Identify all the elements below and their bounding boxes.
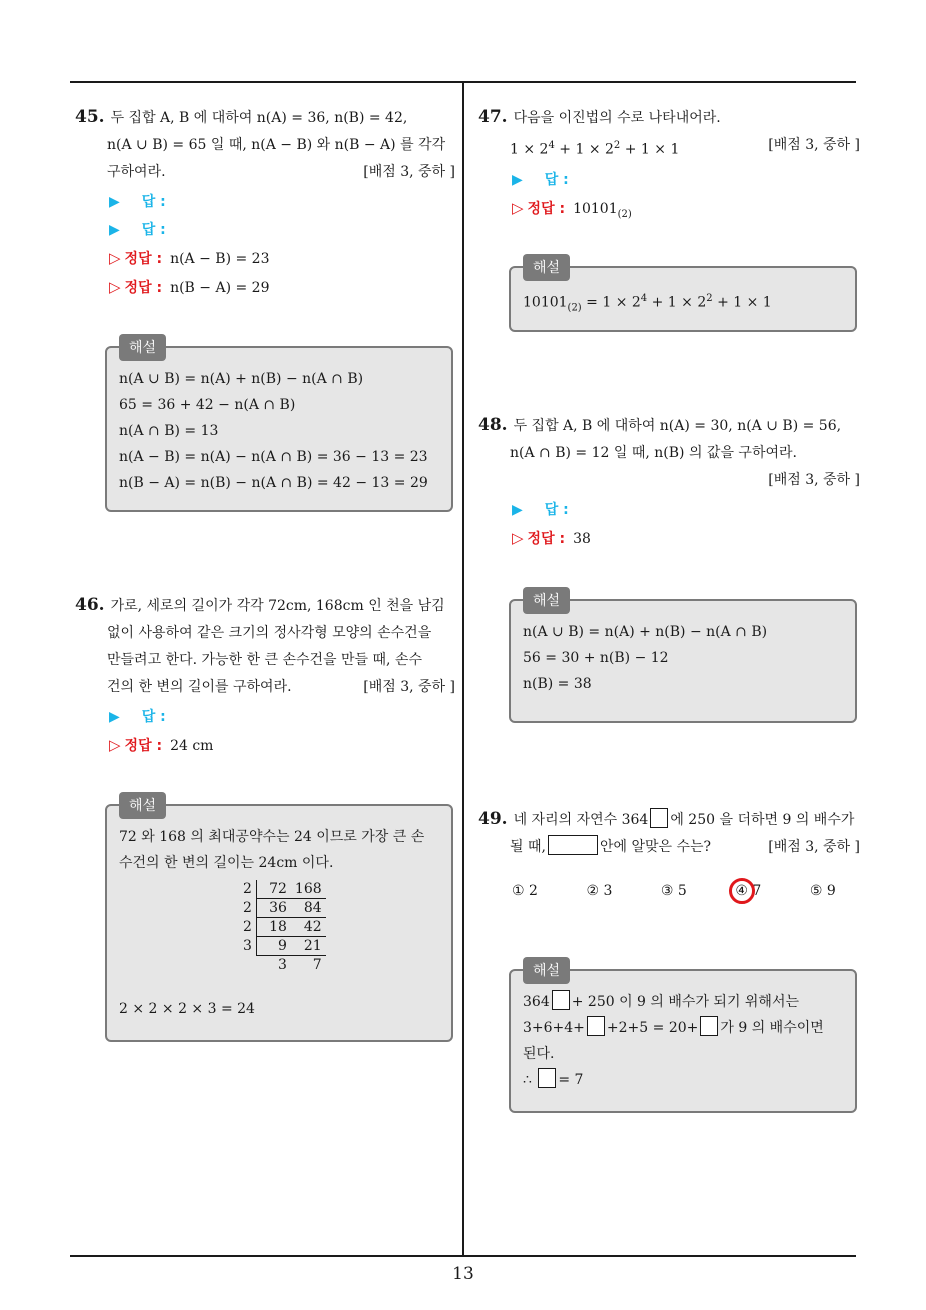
divisor: 2 — [239, 918, 256, 937]
solution-line: n(A − B) = n(A) − n(A ∩ B) = 36 − 13 = 23 — [119, 449, 428, 465]
quotient-cell: 7 — [312, 957, 322, 973]
solution-line: 56 = 30 + n(B) − 12 — [523, 650, 669, 666]
solution-box-47 — [509, 260, 857, 332]
blue-triangle-icon: ▶ — [512, 502, 523, 518]
problem-number: 49. — [478, 809, 508, 829]
solution-line: 된다. — [523, 1046, 555, 1062]
answer-row[interactable] — [478, 166, 860, 194]
problem-text: n(A ∪ B) = 65 일 때, n(A − B) 와 n(B − A) 를 각각 — [107, 137, 446, 153]
base-subscript: (2) — [617, 208, 632, 220]
correct-answer: n(B − A) = 29 — [170, 280, 270, 296]
blue-triangle-icon: ▶ — [512, 171, 523, 188]
correct-label: 정답 : — [124, 280, 163, 296]
problem-text: 두 집합 A, B 에 대하여 n(A) = 30, n(A ∪ B) = 56, — [513, 418, 842, 434]
problem-text: 다음을 이진법의 수로 나타내어라. — [513, 110, 721, 126]
choice-label: ④ 7 — [735, 883, 762, 899]
solution-line — [523, 989, 843, 1015]
problem-48 — [478, 412, 860, 553]
column-divider — [462, 82, 464, 1256]
solution-line — [523, 286, 843, 321]
correct-answer-row — [478, 194, 860, 229]
choice-3[interactable]: ③ 5 — [660, 883, 687, 899]
solution-text: 가 9 의 배수이면 — [720, 1020, 824, 1036]
correct-label: 정답 : — [124, 738, 163, 754]
answer-label: 답 : — [544, 171, 569, 188]
blue-triangle-icon: ▶ — [109, 222, 120, 238]
answer-label: 답 : — [544, 502, 569, 518]
problem-text: 구하여라. — [107, 164, 166, 180]
answer-row[interactable] — [478, 496, 860, 524]
expr-text: + 1 × 2 — [554, 141, 614, 158]
solution-line: n(B) = 38 — [523, 676, 592, 692]
bottom-rule — [70, 1255, 856, 1257]
red-outline-triangle-icon: ▷ — [109, 278, 121, 296]
expr-text: + 1 × 2 — [647, 294, 707, 311]
solution-text: +2+5 = 20+ — [606, 1020, 699, 1036]
problem-47 — [478, 104, 860, 228]
solution-tab: 해설 — [119, 334, 166, 361]
expr-text: = 1 × 2 — [581, 294, 641, 311]
problem-text: 없이 사용하여 같은 크기의 정사각형 모양의 손수건을 — [107, 625, 432, 641]
quotient-cell: 72 — [256, 880, 291, 899]
correct-label: 정답 : — [527, 531, 566, 547]
problem-text: 만들려고 한다. 가능한 한 큰 손수건을 만들 때, 손수 — [107, 652, 422, 668]
expr-text: 1 × 2 — [510, 141, 549, 158]
solution-box-45 — [105, 340, 453, 512]
solution-line: 72 와 168 의 최대공약수는 24 이므로 가장 큰 손 — [119, 829, 425, 845]
red-outline-triangle-icon: ▷ — [512, 198, 524, 217]
score-meta: [배점 3, 중하 ] — [768, 472, 860, 488]
correct-answer: 24 cm — [170, 738, 214, 754]
expr-text: 10101 — [523, 294, 568, 311]
quotient-cell: 21 — [291, 937, 326, 956]
problem-46 — [75, 592, 455, 760]
blue-triangle-icon: ▶ — [109, 194, 120, 210]
solution-text: 364 — [523, 994, 550, 1010]
blank-box-wide — [548, 835, 598, 855]
score-meta: [배점 3, 중하 ] — [768, 839, 860, 855]
problem-45 — [75, 104, 455, 302]
solution-line: 수건의 한 변의 길이는 24cm 이다. — [119, 855, 334, 871]
base-subscript: (2) — [567, 302, 582, 314]
choice-1[interactable]: ① 2 — [512, 883, 538, 899]
solution-line: n(A ∪ B) = n(A) + n(B) − n(A ∩ B) — [119, 371, 364, 387]
divisor — [239, 956, 256, 975]
problem-text: 에 250 을 더하면 9 의 배수가 — [670, 812, 855, 828]
solution-tab: 해설 — [523, 254, 570, 281]
solution-line: n(B − A) = n(B) − n(A ∩ B) = 42 − 13 = 29 — [119, 475, 428, 491]
quotient-cell: 84 — [291, 899, 326, 918]
solution-line — [523, 1067, 843, 1093]
exponent: 4 — [548, 140, 555, 151]
choice-5[interactable]: ⑤ 9 — [809, 883, 836, 899]
problem-text: 네 자리의 자연수 364 — [513, 812, 649, 828]
blue-triangle-icon: ▶ — [109, 709, 120, 725]
exponent: 2 — [706, 293, 713, 304]
divisor: 2 — [239, 899, 256, 918]
problem-text: n(A ∩ B) = 12 일 때, n(B) 의 값을 구하여라. — [510, 445, 797, 461]
correct-answer: 38 — [573, 531, 591, 547]
exponent: 4 — [640, 293, 648, 304]
solution-text: + 250 이 9 의 배수가 되기 위해서는 — [571, 994, 800, 1010]
correct-answer-row — [75, 273, 455, 302]
blank-box — [700, 1016, 718, 1036]
choice-list — [478, 877, 860, 905]
exponent: 2 — [613, 140, 621, 151]
red-outline-triangle-icon: ▷ — [512, 529, 524, 547]
quotient-cell: 3 — [278, 957, 287, 973]
expr-text: + 1 × 1 — [712, 294, 772, 311]
problem-text: 건의 한 변의 길이를 구하여라. — [107, 679, 292, 695]
answer-label: 답 : — [141, 222, 166, 238]
answer-row[interactable] — [75, 188, 455, 216]
correct-answer: 10101 — [573, 200, 618, 217]
correct-answer-row — [75, 731, 455, 760]
solution-tab: 해설 — [523, 957, 570, 984]
score-meta: [배점 3, 중하 ] — [363, 679, 455, 695]
solution-box-48 — [509, 593, 857, 723]
solution-line: 2 × 2 × 2 × 3 = 24 — [119, 1001, 255, 1017]
blank-box — [552, 990, 570, 1010]
correct-label: 정답 : — [124, 251, 163, 267]
solution-tab: 해설 — [119, 792, 166, 819]
score-meta: [배점 3, 중하 ] — [363, 164, 455, 180]
red-outline-triangle-icon: ▷ — [109, 249, 121, 267]
divisor: 2 — [239, 880, 256, 899]
solution-box-46 — [105, 798, 453, 1042]
problem-number: 48. — [478, 415, 508, 435]
problem-text: 두 집합 A, B 에 대하여 n(A) = 36, n(B) = 42, — [110, 110, 408, 126]
answer-label: 답 : — [141, 709, 166, 725]
expr-text: + 1 × 1 — [620, 141, 680, 158]
page-number: 13 — [452, 1264, 474, 1284]
problem-expression — [478, 132, 860, 164]
choice-4-selected[interactable] — [735, 877, 805, 905]
quotient-cell: 42 — [291, 918, 326, 937]
solution-text: 3+6+4+ — [523, 1020, 585, 1036]
solution-box-49 — [509, 963, 857, 1113]
solution-tab: 해설 — [523, 587, 570, 614]
problem-number: 46. — [75, 595, 105, 615]
blank-box — [538, 1068, 556, 1088]
solution-line: n(A ∩ B) = 13 — [119, 423, 219, 439]
correct-answer-row — [478, 524, 860, 553]
selected-circle-icon — [729, 878, 755, 904]
solution-line — [523, 1015, 843, 1041]
red-outline-triangle-icon: ▷ — [109, 736, 121, 754]
quotient-cell: 9 — [256, 937, 291, 956]
choice-2[interactable]: ② 3 — [586, 883, 613, 899]
correct-answer-row — [75, 244, 455, 273]
solution-line: 65 = 36 + 42 − n(A ∩ B) — [119, 397, 296, 413]
problem-text: 안에 알맞은 수는? — [599, 839, 712, 855]
therefore-symbol: ∴ — [523, 1072, 532, 1088]
answer-row[interactable] — [75, 216, 455, 244]
problem-text: 가로, 세로의 길이가 각각 72cm, 168cm 인 천을 남김 — [110, 598, 445, 614]
quotient-cell: 18 — [256, 918, 291, 937]
answer-row[interactable] — [75, 703, 455, 731]
score-meta: [배점 3, 중하 ] — [768, 137, 860, 153]
division-ladder — [239, 880, 326, 974]
problem-number: 45. — [75, 107, 105, 127]
solution-line: n(A ∪ B) = n(A) + n(B) − n(A ∩ B) — [523, 624, 768, 640]
correct-label: 정답 : — [527, 200, 566, 217]
quotient-cell: 36 — [256, 899, 291, 918]
quotient-cell: 168 — [291, 880, 326, 899]
blank-box — [587, 1016, 605, 1036]
problem-49 — [478, 806, 860, 905]
answer-label: 답 : — [141, 194, 166, 210]
correct-answer: n(A − B) = 23 — [170, 251, 270, 267]
problem-text: 될 때, — [510, 839, 546, 855]
blank-box — [650, 808, 668, 828]
divisor: 3 — [239, 937, 256, 956]
solution-text: = 7 — [558, 1072, 584, 1088]
problem-number: 47. — [478, 107, 508, 127]
